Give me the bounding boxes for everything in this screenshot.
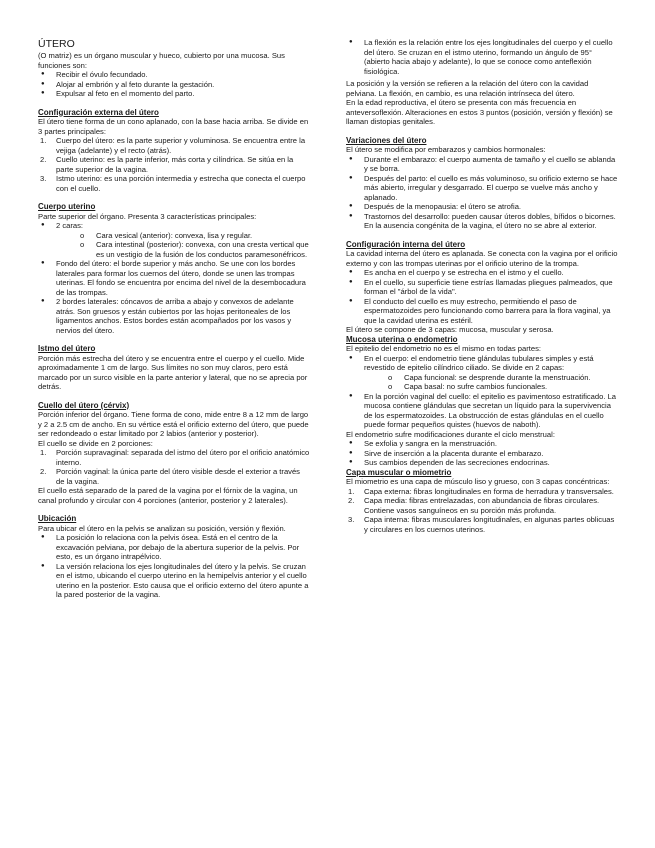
- cuerpo-list: [38, 221, 310, 335]
- paragraph: Porción inferior del órgano. Tiene forma de cono, mide entre 8 a 12 mm de largo y 2 a 2.5 cm de ancho. En su vértice está el orificio externo del útero, que puede ser redondeado o estar limitado por 2 labios (anterior y posterior).: [38, 410, 309, 438]
- mucosa-list: [346, 354, 618, 430]
- flexion-list: [346, 38, 618, 76]
- paragraph: El miometrio es una capa de músculo liso y grueso, con 3 capas concéntricas:: [346, 477, 610, 486]
- paragraph: La posición y la versión se refieren a la relación del útero con la cavidad pelviana. La flexión, en cambio, es una relación intrínseca del útero.: [346, 79, 589, 98]
- paragraph: La cavidad interna del útero es aplanada. Se conecta con la vagina por el orificio externo y con las trompas uterinas por el orificio uterino de la trompa.: [346, 249, 618, 268]
- muscular-list: [346, 487, 618, 535]
- list-item: 3. Capa interna: fibras musculares longitudinales, en algunas partes oblicuas y circulares en los cuernos uterinos.: [348, 515, 615, 534]
- list-item: ● Sirve de inserción a la placenta durante el embarazo.: [346, 449, 618, 459]
- list-item: ● El conducto del cuello es muy estrecho, permitiendo el paso de espermatozoides pero funcionando como barrera para la flora vaginal, ya que la cavidad uterina es estéril.: [346, 297, 618, 326]
- list-item: ● Durante el embarazo: el cuerpo aumenta de tamaño y el cuello se ablanda y se borra.: [346, 155, 618, 174]
- list-item: 2. Cuello uterino: es la parte inferior, más corta y cilíndrica. Se sitúa en la parte superior de la vagina.: [40, 155, 294, 174]
- porciones-list: [38, 448, 310, 486]
- paragraph: El útero se modifica por embarazos y cambios hormonales:: [346, 145, 546, 154]
- paragraph: Porción más estrecha del útero y se encuentra entre el cuerpo y el cuello. Mide aproximadamente 1 cm de largo. Sus límites no son muy claros, pero está marcado por un surco visible en la parte anterior y lateral, que no se aprecia por detrás.: [38, 353, 308, 391]
- paragraph: El epitelio del endometrio no es el mismo en todas partes:: [346, 344, 542, 353]
- section-heading: Variaciones del útero: [346, 135, 427, 145]
- right-column: [346, 38, 618, 534]
- paragraph: El cuello está separado de la pared de la vagina por el fórnix de la vagina, un canal profundo y circular con 4 porciones (anterior, posterior y 2 laterales).: [38, 486, 298, 505]
- list-item: ● La posición lo relaciona con la pelvis ósea. Está en el centro de la excavación pelviana, por debajo de la abertura superior de la pelvis. Por esto, es un órgano intrapélvico.: [38, 533, 310, 562]
- config-int-list: [346, 268, 618, 325]
- list-item: 2. Capa media: fibras entrelazadas, con abundancia de fibras circulares. Contiene vasos sanguíneos en su porción más profunda.: [348, 496, 600, 515]
- sub-list-item: o Capa funcional: se desprende durante la menstruación.: [346, 373, 618, 383]
- list-item: 1. Cuerpo del útero: es la parte superior y voluminosa. Se encuentra entre la vejiga (adelante) y el recto (atrás).: [40, 136, 306, 155]
- section-heading: Configuración externa del útero: [38, 107, 159, 117]
- list-item: 3. Istmo uterino: es una porción intermedia y estrecha que conecta el cuerpo con el cuello.: [40, 174, 306, 193]
- parts-list: [38, 136, 310, 193]
- section-heading: Istmo del útero: [38, 344, 96, 353]
- list-item: ● Trastornos del desarrollo: pueden causar úteros dobles, bífidos o bicornes. En la ausencia congénita de la vagina, el útero no se abre al exterior.: [346, 212, 618, 231]
- left-column: [38, 38, 310, 600]
- ciclo-list: [346, 439, 618, 468]
- section-heading: Capa muscular o miometrio: [346, 467, 452, 477]
- list-item: ● 2 bordes laterales: cóncavos de arriba a abajo y convexos de adelante atrás. Son gruesos y están cubiertos por las hojas peritoneales de los ligamentos anchos. Estos bordes están acompañados por los vasos y nervios del útero.: [38, 297, 310, 335]
- paragraph: Parte superior del órgano. Presenta 3 características principales:: [38, 211, 257, 221]
- paragraph: El cuello se divide en 2 porciones:: [38, 438, 153, 448]
- list-item: ● Después de la menopausia: el útero se atrofia.: [346, 202, 618, 212]
- functions-list: [38, 70, 310, 99]
- list-item: 1. Porción supravaginal: separada del istmo del útero por el orificio anatómico interno.: [40, 448, 310, 467]
- paragraph: El endometrio sufre modificaciones durante el ciclo menstrual:: [346, 429, 555, 439]
- list-item: ● Recibir el óvulo fecundado.: [38, 70, 310, 80]
- list-item: ● Sus cambios dependen de las secreciones endocrinas.: [346, 458, 618, 468]
- section-heading: Configuración interna del útero: [346, 239, 466, 249]
- list-item: ● Es ancha en el cuerpo y se estrecha en el istmo y el cuello.: [346, 268, 618, 278]
- sub-list-item: o Cara vesical (anterior): convexa, lisa y regular.: [38, 231, 310, 241]
- list-item: ● La versión relaciona los ejes longitudinales del útero y la pelvis. Se cruzan en el istmo, ubicando el cuerpo uterino en la hemipelvis anterior y el cuello uterino en la posterior. Esto causa que el orificio externo del útero apunte a la pared posterior de la vagina.: [38, 562, 310, 600]
- paragraph: Para ubicar el útero en la pelvis se analizan su posición, versión y flexión.: [38, 523, 286, 533]
- list-item: ● Fondo del útero: el borde superior y más ancho. Se une con los bordes laterales para formar los cuernos del útero, donde se unen las trompas uterinas. El fondo se encuentra por encima del nivel de la desembocadura de las trompas.: [38, 259, 310, 297]
- intro-text: (O matriz) es un órgano muscular y hueco, cubierto por una mucosa. Sus funciones son:: [38, 51, 285, 70]
- paragraph: En la edad reproductiva, el útero se presenta con más frecuencia en anteversoflexión. Alteraciones en estos 3 puntos (posición, versión y flexión) se llaman distopias genitales.: [346, 98, 613, 126]
- section-heading: Mucosa uterina o endometrio: [346, 334, 458, 344]
- paragraph: El útero se compone de 3 capas: mucosa, muscular y serosa.: [346, 325, 554, 334]
- list-item: ● 2 caras:: [38, 221, 310, 231]
- list-item: ● En el cuello, su superficie tiene estrías llamadas pliegues palmeados, que forman el "árbol de la vida".: [346, 278, 618, 297]
- list-item: ● Después del parto: el cuello es más voluminoso, su orificio externo se hace más abierto, irregular y desgarrado. El cuerpo se vuelve más ancho y aplanado.: [346, 174, 618, 203]
- list-item: 2. Porción vaginal: la única parte del útero visible desde el exterior a través de la vagina.: [40, 467, 300, 486]
- variaciones-list: [346, 155, 618, 231]
- list-item: ● En la porción vaginal del cuello: el epitelio es pavimentoso estratificado. La mucosa contiene glándulas que secretan un líquido para la supervivencia de los espermatozoides. La obstrucción de estas glándulas en el cuello puede formar pequeños quistes (huevos de naboth).: [346, 392, 618, 430]
- list-item: ● La flexión es la relación entre los ejes longitudinales del cuerpo y el cuello del útero. Se cruzan en el istmo uterino, formando un ángulo de 95° (abierto hacia abajo y adelante), lo que se conoce como anteflexión fisiológica.: [346, 38, 618, 76]
- section-heading: Ubicación: [38, 514, 77, 523]
- list-item: ● Expulsar al feto en el momento del parto.: [38, 89, 310, 99]
- list-item: ● Alojar al embrión y al feto durante la gestación.: [38, 80, 310, 90]
- page-title: ÚTERO: [38, 38, 75, 50]
- list-item: ● En el cuerpo: el endometrio tiene glándulas tubulares simples y está revestido de epitelio cilíndrico ciliado. Se divide en 2 capas:: [346, 354, 618, 373]
- sub-list-item: o Cara intestinal (posterior): convexa, con una cresta vertical que es un vestigio de la fusión de los conductos paramesonéfricos.: [38, 240, 310, 259]
- sub-list-item: o Capa basal: no sufre cambios funcionales.: [346, 382, 618, 392]
- ubicacion-list: [38, 533, 310, 600]
- paragraph: El útero tiene forma de un cono aplanado, con la base hacia arriba. Se divide en 3 partes principales:: [38, 117, 309, 136]
- section-heading: Cuello del útero (cérvix): [38, 400, 130, 410]
- section-heading: Cuerpo uterino: [38, 202, 96, 211]
- list-item: ● Se exfolia y sangra en la menstruación.: [346, 439, 618, 449]
- list-item: 1. Capa externa: fibras longitudinales en forma de herradura y transversales.: [348, 486, 614, 496]
